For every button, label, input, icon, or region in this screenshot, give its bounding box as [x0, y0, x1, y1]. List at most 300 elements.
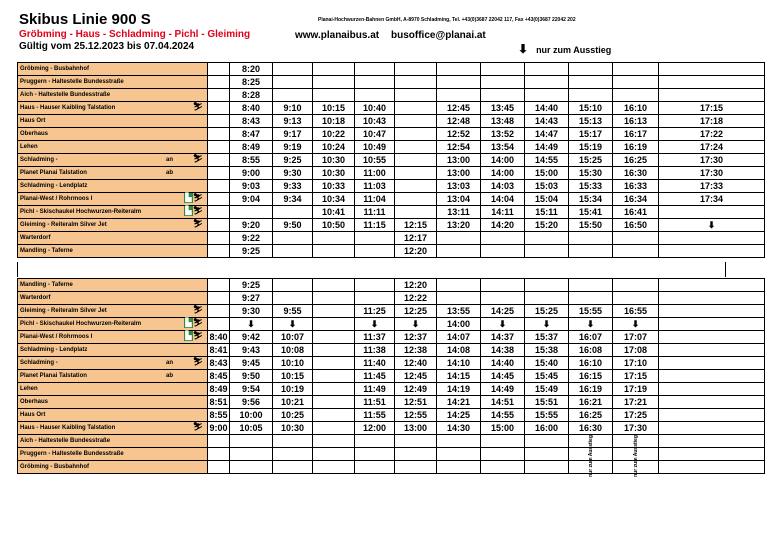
time-cell: 13:00: [395, 422, 437, 435]
time-cell: 12:40: [395, 357, 437, 370]
time-cell: 9:27: [230, 292, 273, 305]
time-cell: ⬇: [481, 318, 525, 331]
time-cell: 8:28: [230, 89, 273, 102]
stop-name: Lehen: [20, 144, 38, 150]
time-cell: 12:45: [395, 370, 437, 383]
stop-cell: [18, 180, 208, 193]
time-cell: 10:07: [273, 331, 313, 344]
stop-cell: [18, 409, 208, 422]
time-cell: 12:15: [395, 219, 437, 232]
time-cell: [208, 279, 230, 292]
time-cell: 15:55: [525, 409, 569, 422]
stop-cell: [18, 331, 208, 344]
time-cell: [659, 232, 765, 245]
time-cell: [525, 292, 569, 305]
time-cell: 16:34: [613, 193, 659, 206]
time-cell: 9:04: [230, 193, 273, 206]
time-cell: 14:37: [481, 331, 525, 344]
stop-name: Mandling - Taferne: [20, 248, 73, 254]
time-cell: [313, 422, 355, 435]
time-cell: 9:42: [230, 331, 273, 344]
stop-name: Schladming -: [20, 360, 58, 366]
time-cell: [355, 292, 395, 305]
time-cell: 15:55: [569, 305, 613, 318]
time-cell: 15:19: [569, 141, 613, 154]
time-cell: [659, 292, 765, 305]
time-cell: 14:40: [481, 357, 525, 370]
time-cell: 14:45: [481, 370, 525, 383]
time-cell: [313, 245, 355, 258]
time-cell: 10:22: [313, 128, 355, 141]
time-cell: 17:21: [613, 396, 659, 409]
time-cell: 14:00: [481, 154, 525, 167]
stop-name: Schladming -: [20, 157, 58, 163]
stop-name: Oberhaus: [20, 399, 49, 405]
time-cell: 17:18: [659, 115, 765, 128]
time-cell: [208, 219, 230, 232]
table-row: [18, 141, 765, 154]
time-cell: [313, 292, 355, 305]
time-cell: [437, 232, 481, 245]
table-separator: [17, 262, 726, 277]
time-cell: [395, 102, 437, 115]
time-cell: [569, 435, 613, 477]
table-row: [18, 154, 765, 167]
time-cell: [481, 435, 525, 448]
time-cell: [481, 292, 525, 305]
stop-name: Schladming - Lendplatz: [20, 347, 88, 353]
time-cell: [273, 279, 313, 292]
ski-lift-icon: ⛷: [192, 219, 203, 228]
time-cell: 9:25: [273, 154, 313, 167]
time-cell: [569, 89, 613, 102]
stop-cell: [18, 422, 208, 435]
time-cell: 10:21: [273, 396, 313, 409]
time-cell: 15:45: [525, 370, 569, 383]
time-cell: 9:30: [273, 167, 313, 180]
time-cell: 12:55: [395, 409, 437, 422]
time-cell: 11:55: [355, 409, 395, 422]
time-cell: [481, 63, 525, 76]
time-cell: [659, 305, 765, 318]
time-cell: ⬇: [659, 219, 765, 232]
time-cell: 10:50: [313, 219, 355, 232]
stop-cell: [18, 344, 208, 357]
time-cell: 17:15: [659, 102, 765, 115]
time-cell: [273, 448, 313, 461]
time-cell: [569, 292, 613, 305]
exit-only-note: nur zum Ausstieg: [632, 435, 639, 477]
time-cell: 16:00: [525, 422, 569, 435]
time-cell: 9:19: [273, 141, 313, 154]
time-cell: 10:10: [273, 357, 313, 370]
time-cell: 12:52: [437, 128, 481, 141]
time-cell: [481, 279, 525, 292]
table-row: [18, 89, 765, 102]
time-cell: 17:30: [659, 167, 765, 180]
time-cell: [208, 318, 230, 331]
time-cell: [273, 89, 313, 102]
time-cell: 8:51: [209, 397, 228, 407]
time-cell: [525, 279, 569, 292]
time-cell: 8:49: [230, 141, 273, 154]
down-arrow-icon: ⬇: [518, 42, 529, 56]
time-cell: 12:48: [437, 115, 481, 128]
time-cell: 9:56: [230, 396, 273, 409]
time-cell: 17:25: [613, 409, 659, 422]
gondola-icon: ▙: [185, 193, 192, 202]
time-cell: 17:08: [613, 344, 659, 357]
stop-name: Aich - Haltestelle Bundesstraße: [20, 438, 111, 444]
time-cell: [525, 461, 569, 474]
time-cell: 17:22: [659, 128, 765, 141]
time-cell: [395, 141, 437, 154]
table-row: [18, 305, 765, 318]
time-cell: 17:10: [613, 357, 659, 370]
time-cell: 11:40: [355, 357, 395, 370]
time-cell: [395, 76, 437, 89]
time-cell: 13:11: [437, 206, 481, 219]
time-cell: 10:34: [313, 193, 355, 206]
time-cell: 9:25: [230, 245, 273, 258]
stop-name: Mandling - Taferne: [20, 282, 73, 288]
time-cell: 14:25: [437, 409, 481, 422]
time-cell: 16:15: [569, 370, 613, 383]
arrival-departure-label: ab: [166, 170, 174, 176]
time-cell: [613, 245, 659, 258]
time-cell: [313, 448, 355, 461]
stop-name: Haus - Hauser Kaibling Talstation: [20, 105, 116, 111]
stop-name: Warterdorf: [20, 235, 51, 241]
time-cell: [208, 435, 230, 448]
time-cell: [208, 115, 230, 128]
time-cell: [613, 292, 659, 305]
time-cell: [437, 448, 481, 461]
time-cell: 14:43: [525, 115, 569, 128]
stop-name: Planai-West / Rohrmoos I: [20, 334, 93, 340]
table-row: [18, 206, 765, 219]
time-cell: [208, 232, 230, 245]
time-cell: 17:24: [659, 141, 765, 154]
stop-name: Haus - Hauser Kaibling Talstation: [20, 425, 116, 431]
time-cell: [355, 461, 395, 474]
time-cell: [313, 396, 355, 409]
time-cell: 13:54: [481, 141, 525, 154]
stop-name: Haus Ort: [20, 118, 46, 124]
time-cell: 12:49: [395, 383, 437, 396]
stop-cell: [18, 232, 208, 245]
time-cell: [313, 279, 355, 292]
time-cell: [659, 383, 765, 396]
time-cell: [569, 245, 613, 258]
time-cell: 10:24: [313, 141, 355, 154]
time-cell: ⬇: [525, 318, 569, 331]
time-cell: 15:30: [569, 167, 613, 180]
time-cell: [659, 63, 765, 76]
time-cell: 10:05: [230, 422, 273, 435]
table-row: [18, 219, 765, 232]
validity-period: Gültig vom 25.12.2023 bis 07.04.2024: [19, 41, 195, 52]
time-cell: [659, 344, 765, 357]
time-cell: 13:04: [437, 193, 481, 206]
time-cell: 10:47: [355, 128, 395, 141]
time-cell: [525, 435, 569, 448]
gondola-icon: ▙: [185, 318, 192, 327]
time-cell: [355, 76, 395, 89]
time-cell: 8:49: [209, 384, 228, 394]
time-cell: 8:55: [230, 154, 273, 167]
time-cell: 16:33: [613, 180, 659, 193]
time-cell: [659, 318, 765, 331]
stop-name: Gröbming - Busbahnhof: [20, 464, 89, 470]
time-cell: 14:49: [525, 141, 569, 154]
time-cell: 10:30: [273, 422, 313, 435]
exit-only-note: nur zum Ausstieg: [587, 435, 594, 477]
table-row: [18, 232, 765, 245]
table-row: [18, 102, 765, 115]
time-cell: 17:15: [613, 370, 659, 383]
time-cell: [613, 435, 659, 477]
time-cell: [208, 305, 230, 318]
time-cell: [313, 409, 355, 422]
time-cell: [355, 232, 395, 245]
time-cell: [395, 206, 437, 219]
time-cell: [355, 245, 395, 258]
time-cell: [659, 206, 765, 219]
table-row: [18, 128, 765, 141]
time-cell: 16:17: [613, 128, 659, 141]
stop-name: Oberhaus: [20, 131, 49, 137]
time-cell: [395, 180, 437, 193]
time-cell: 15:10: [569, 102, 613, 115]
time-cell: [437, 76, 481, 89]
time-cell: 14:11: [481, 206, 525, 219]
table-row: [18, 318, 765, 331]
stop-name: Planai-West / Rohrmoos I: [20, 196, 93, 202]
stop-cell: [18, 76, 208, 89]
time-cell: [208, 102, 230, 115]
table-row: [18, 115, 765, 128]
time-cell: 12:17: [395, 232, 437, 245]
time-cell: [659, 357, 765, 370]
company-info: Planai-Hochwurzen-Bahnen GmbH, A-8970 Schladming, Tel. +43(0)3687 22042 117, Fax +43(0)3687 22042 202: [318, 17, 576, 23]
time-cell: 12:20: [395, 279, 437, 292]
time-cell: 12:51: [395, 396, 437, 409]
time-cell: 16:30: [569, 422, 613, 435]
time-cell: [613, 89, 659, 102]
time-cell: 15:00: [481, 422, 525, 435]
time-cell: 12:38: [395, 344, 437, 357]
table-row: [18, 76, 765, 89]
time-cell: 11:03: [355, 180, 395, 193]
time-cell: 11:11: [355, 206, 395, 219]
time-cell: [273, 435, 313, 448]
time-cell: 11:04: [355, 193, 395, 206]
time-cell: [659, 89, 765, 102]
stop-name: Lehen: [20, 386, 38, 392]
route-subtitle: Gröbming - Haus - Schladming - Pichl - Gleiming: [19, 29, 251, 40]
time-cell: 10:15: [313, 102, 355, 115]
table-row: [18, 357, 765, 370]
time-cell: [481, 232, 525, 245]
ski-lift-icon: ⛷: [192, 422, 203, 431]
time-cell: 15:41: [569, 206, 613, 219]
time-cell: [659, 435, 765, 448]
time-cell: [273, 63, 313, 76]
time-cell: [355, 63, 395, 76]
time-cell: [313, 344, 355, 357]
time-cell: [313, 370, 355, 383]
time-cell: 10:25: [273, 409, 313, 422]
time-cell: 12:20: [395, 245, 437, 258]
time-cell: 11:51: [355, 396, 395, 409]
time-cell: 15:34: [569, 193, 613, 206]
ski-lift-icon: ⛷: [192, 102, 203, 111]
stop-cell: [18, 461, 208, 474]
table-row: [18, 279, 765, 292]
time-cell: [437, 279, 481, 292]
time-cell: 9:22: [230, 232, 273, 245]
time-cell: 16:19: [569, 383, 613, 396]
time-cell: 13:48: [481, 115, 525, 128]
timetable-return: [17, 278, 765, 477]
time-cell: [481, 89, 525, 102]
time-cell: 8:25: [230, 76, 273, 89]
time-cell: 16:21: [569, 396, 613, 409]
website-link[interactable]: www.planaibus.at: [295, 30, 380, 41]
time-cell: 14:15: [437, 370, 481, 383]
time-cell: 9:25: [230, 279, 273, 292]
time-cell: 14:07: [437, 331, 481, 344]
time-cell: 16:30: [613, 167, 659, 180]
stop-name: Gröbming - Busbahnhof: [20, 66, 89, 72]
stop-name: Gleiming - Reiteralm Silver Jet: [20, 222, 107, 228]
time-cell: [208, 206, 230, 219]
stop-cell: [18, 128, 208, 141]
table-row: [18, 344, 765, 357]
time-cell: 10:15: [273, 370, 313, 383]
time-cell: 8:40: [230, 102, 273, 115]
time-cell: [313, 305, 355, 318]
time-cell: 9:20: [230, 219, 273, 232]
time-cell: 15:20: [525, 219, 569, 232]
time-cell: 11:37: [355, 331, 395, 344]
table-row: [18, 245, 765, 258]
time-cell: [273, 292, 313, 305]
time-cell: 13:20: [437, 219, 481, 232]
stop-name: Haus Ort: [20, 412, 46, 418]
time-cell: [208, 448, 230, 461]
email-link[interactable]: busoffice@planai.at: [391, 30, 486, 41]
time-cell: 13:55: [437, 305, 481, 318]
time-cell: [355, 448, 395, 461]
time-cell: [230, 461, 273, 474]
time-cell: [481, 448, 525, 461]
legend-text: nur zum Ausstieg: [536, 45, 612, 55]
stop-cell: [18, 219, 208, 232]
table-row: [18, 448, 765, 461]
time-cell: [273, 76, 313, 89]
time-cell: 9:45: [230, 357, 273, 370]
time-cell: [395, 461, 437, 474]
ski-lift-icon: ⛷: [192, 193, 203, 202]
time-cell: 9:33: [273, 180, 313, 193]
time-cell: [613, 76, 659, 89]
time-cell: [659, 409, 765, 422]
time-cell: 8:43: [230, 115, 273, 128]
time-cell: [208, 245, 230, 258]
table-row: [18, 370, 765, 383]
time-cell: 14:10: [437, 357, 481, 370]
time-cell: [395, 128, 437, 141]
time-cell: [395, 167, 437, 180]
table-row: [18, 383, 765, 396]
time-cell: [273, 245, 313, 258]
time-cell: [313, 76, 355, 89]
time-cell: 16:10: [569, 357, 613, 370]
time-cell: 12:45: [437, 102, 481, 115]
time-cell: 10:41: [313, 206, 355, 219]
stop-name: Pruggern - Haltestelle Bundesstraße: [20, 79, 124, 85]
time-cell: 9:54: [230, 383, 273, 396]
stop-name: Gleiming - Reiteralm Silver Jet: [20, 308, 107, 314]
time-cell: 14:03: [481, 180, 525, 193]
time-cell: 16:13: [613, 115, 659, 128]
time-cell: 15:04: [525, 193, 569, 206]
time-cell: 10:18: [313, 115, 355, 128]
time-cell: 9:50: [230, 370, 273, 383]
table-row: [18, 193, 765, 206]
time-cell: [313, 232, 355, 245]
time-cell: 14:40: [525, 102, 569, 115]
time-cell: ⬇: [273, 318, 313, 331]
time-cell: [273, 206, 313, 219]
time-cell: 16:50: [613, 219, 659, 232]
time-cell: 16:41: [613, 206, 659, 219]
time-cell: [481, 461, 525, 474]
table-row: [18, 180, 765, 193]
time-cell: 15:37: [525, 331, 569, 344]
stop-name: Planet Planai Talstation: [20, 373, 87, 379]
time-cell: ⬇: [395, 318, 437, 331]
time-cell: [659, 396, 765, 409]
time-cell: 15:40: [525, 357, 569, 370]
stop-cell: [18, 435, 208, 448]
time-cell: 9:03: [230, 180, 273, 193]
time-cell: [230, 435, 273, 448]
time-cell: 11:15: [355, 219, 395, 232]
table-row: [18, 461, 765, 474]
ski-lift-icon: ⛷: [192, 357, 203, 366]
arrival-departure-label: an: [166, 360, 174, 366]
time-cell: 12:37: [395, 331, 437, 344]
time-cell: 10:30: [313, 167, 355, 180]
time-cell: [208, 89, 230, 102]
time-cell: 16:07: [569, 331, 613, 344]
table-row: [18, 292, 765, 305]
time-cell: [208, 141, 230, 154]
time-cell: 15:33: [569, 180, 613, 193]
time-cell: 14:47: [525, 128, 569, 141]
stop-name: Schladming - Lendplatz: [20, 183, 88, 189]
time-cell: 9:55: [273, 305, 313, 318]
time-cell: 13:03: [437, 180, 481, 193]
time-cell: [613, 279, 659, 292]
stop-cell: [18, 154, 208, 167]
time-cell: [569, 279, 613, 292]
arrival-departure-label: ab: [166, 373, 174, 379]
time-cell: 14:04: [481, 193, 525, 206]
